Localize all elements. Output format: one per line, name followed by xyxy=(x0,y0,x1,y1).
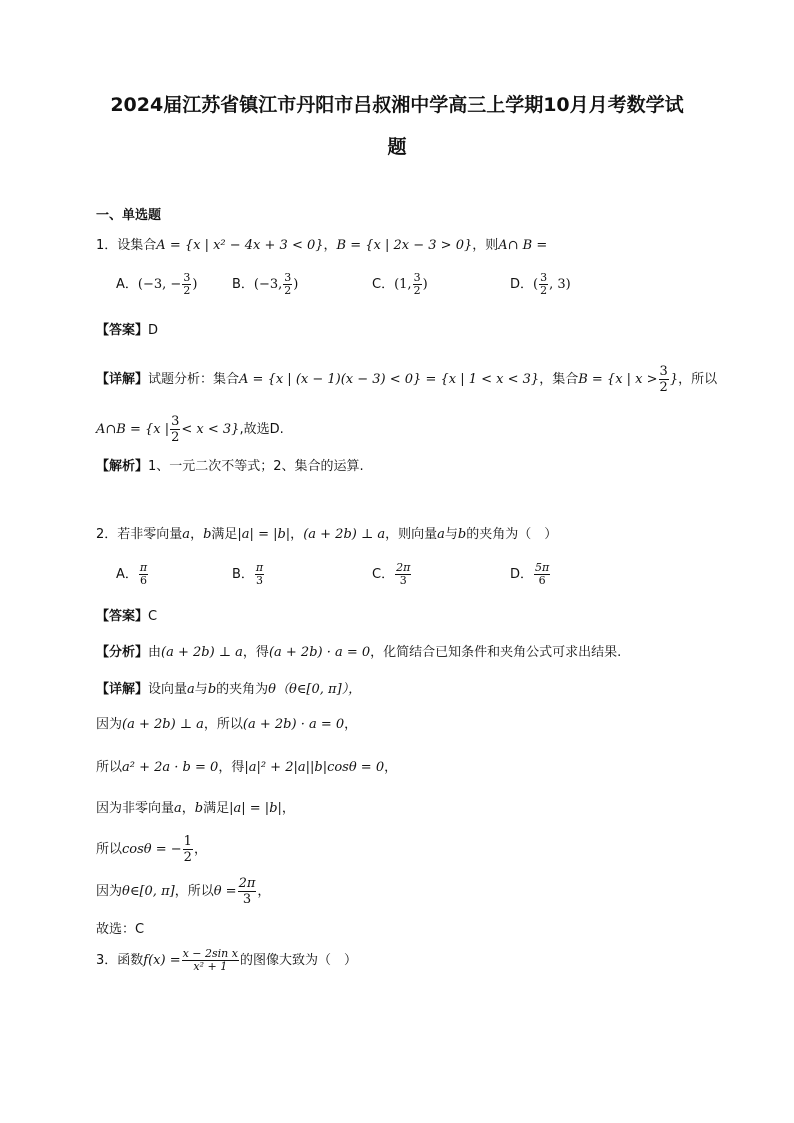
detail-text: ，所以 xyxy=(174,884,214,899)
option-c xyxy=(372,562,412,587)
frac-den: 2 xyxy=(413,284,421,297)
theta-eq: θ = xyxy=(213,884,237,899)
theta-range: θ∈[0, π] xyxy=(122,884,175,899)
detail-text: ，所以 xyxy=(678,372,718,387)
answer-line xyxy=(96,605,157,624)
detail-text: 满足 xyxy=(203,801,230,816)
detail-set-b: B = {x | x > xyxy=(578,372,658,387)
fenxi-text: ，得 xyxy=(242,645,269,660)
frac-den: 2 xyxy=(540,284,548,297)
stem-text: 与 xyxy=(444,527,458,542)
vector-a: a xyxy=(174,801,182,816)
option-b xyxy=(232,562,265,587)
perp-condition: (a + 2b) ⊥ a xyxy=(303,527,386,542)
option-label: C． xyxy=(372,277,395,292)
detail-line-1 xyxy=(96,678,361,697)
detail-tag: 【详解】 xyxy=(96,372,149,387)
detail-text: 所以 xyxy=(96,842,123,857)
option-label: B． xyxy=(232,567,254,582)
detail-text: 所以 xyxy=(96,760,123,775)
frac-den: 3 xyxy=(399,574,407,587)
separator: ， xyxy=(323,238,337,253)
option-a xyxy=(116,272,197,297)
detail-text: 与 xyxy=(194,682,208,697)
cos-theta: cosθ = − xyxy=(122,842,182,857)
stem-text: 满足 xyxy=(211,527,238,542)
frac-num: π xyxy=(139,561,148,574)
detail-tag: 【详解】 xyxy=(96,682,149,697)
detail-line-1 xyxy=(96,364,717,395)
perp-condition: (a + 2b) ⊥ a xyxy=(161,645,243,660)
separator: ， xyxy=(190,527,204,542)
detail-line-5 xyxy=(96,834,207,865)
frac-den: 6 xyxy=(538,574,546,587)
option-d xyxy=(510,562,551,587)
vector-a: a xyxy=(437,527,445,542)
vector-b: b xyxy=(457,527,467,542)
fenxi-text: 由 xyxy=(148,645,162,660)
detail-intersection-tail: < x < 3} xyxy=(181,422,240,437)
question-2-stem xyxy=(96,523,557,542)
frac-num: 3 xyxy=(183,271,191,284)
vector-b: b xyxy=(203,527,212,542)
detail-text: ，集合 xyxy=(539,372,579,387)
vector-a: a xyxy=(182,527,191,542)
separator: ， xyxy=(181,801,195,816)
separator: ， xyxy=(257,884,271,899)
detail-intersection: A∩B = {x | xyxy=(96,422,170,437)
question-3-stem xyxy=(96,948,357,973)
detail-text: 设向量 xyxy=(148,682,188,697)
frac-num: 3 xyxy=(659,364,668,379)
separator: ， xyxy=(384,760,398,775)
answer-tag: 【答案】 xyxy=(96,323,149,338)
option-label: A． xyxy=(116,567,138,582)
frac-num: 3 xyxy=(413,271,421,284)
perp-condition: (a + 2b) ⊥ a xyxy=(122,717,204,732)
stem-text: 函数 xyxy=(117,953,144,968)
separator: ， xyxy=(290,527,304,542)
frac-num: 2π xyxy=(396,561,411,574)
vector-a: a xyxy=(187,682,195,697)
fenxi-text: ，化简结合已知条件和夹角公式可求出结果. xyxy=(370,645,622,660)
stem-text: 的夹角为（ ） xyxy=(466,527,558,542)
frac-num: 3 xyxy=(171,414,180,429)
option-expr: ) xyxy=(422,277,428,292)
separator: ， xyxy=(281,801,295,816)
analysis-tag: 【解析】 xyxy=(96,459,149,474)
detail-text: 试题分析：集合 xyxy=(148,372,240,387)
abs-equal: |a| = |b| xyxy=(229,801,282,816)
detail-line-3 xyxy=(96,756,397,775)
question-number: 1． xyxy=(96,238,118,253)
expand-eq: a² + 2a · b = 0 xyxy=(122,760,219,775)
frac-den: 2 xyxy=(284,284,292,297)
frac-num: 1 xyxy=(183,834,192,849)
option-expr: , 3) xyxy=(549,277,571,292)
dot-zero: (a + 2b) · a = 0 xyxy=(268,645,371,660)
option-a xyxy=(116,562,149,587)
frac-num: 3 xyxy=(540,271,548,284)
option-expr: ( xyxy=(533,277,539,292)
option-expr: ) xyxy=(192,277,198,292)
stem-text: 设集合 xyxy=(117,238,157,253)
question-1-stem xyxy=(96,234,547,253)
frac-num: 2π xyxy=(238,876,256,891)
detail-text: ,故选D. xyxy=(239,422,284,437)
option-label: B． xyxy=(232,277,254,292)
separator: ， xyxy=(344,717,358,732)
frac-den: 3 xyxy=(242,892,252,907)
detail-set-b-close: } xyxy=(669,372,679,387)
option-label: D． xyxy=(510,567,534,582)
section-heading: 一、单选题 xyxy=(96,208,162,223)
frac-den: 6 xyxy=(140,574,148,587)
detail-line-2 xyxy=(96,713,357,732)
option-expr: (−3, − xyxy=(137,277,182,292)
dot-zero: (a + 2b) · a = 0 xyxy=(242,717,345,732)
frac-num: 5π xyxy=(535,561,550,574)
frac-den: x² + 1 xyxy=(193,960,228,973)
abs-equal: |a| = |b| xyxy=(237,527,291,542)
stem-text: 的图像大致为（ ） xyxy=(239,953,357,968)
detail-line-2 xyxy=(96,414,284,445)
answer-line xyxy=(96,319,158,338)
fenxi-line xyxy=(96,641,621,660)
option-expr: (1, xyxy=(394,277,412,292)
detail-line-4 xyxy=(96,797,295,816)
option-label: D． xyxy=(510,277,534,292)
stem-text: ，则向量 xyxy=(385,527,438,542)
separator: ， xyxy=(193,842,207,857)
analysis-line xyxy=(96,455,364,474)
conclusion-line: 故选：C xyxy=(96,922,145,937)
theta-range: θ（θ∈[0, π]）， xyxy=(268,682,362,697)
expand-eq-2: |a|² + 2|a||b|cosθ = 0 xyxy=(244,760,385,775)
analysis-text: 1、一元二次不等式；2、集合的运算. xyxy=(148,459,364,474)
frac-den: 3 xyxy=(256,574,264,587)
option-label: A． xyxy=(116,277,138,292)
page-title-line1: 2024届江苏省镇江市丹阳市吕叔湘中学高三上学期10月月考数学试 xyxy=(110,94,684,116)
detail-line-6 xyxy=(96,876,270,907)
fenxi-tag: 【分析】 xyxy=(96,645,149,660)
option-expr: (−3, xyxy=(253,277,283,292)
stem-text: 若非零向量 xyxy=(117,527,183,542)
stem-text: ，则 xyxy=(472,238,499,253)
frac-den: 2 xyxy=(183,850,192,865)
detail-text: ，所以 xyxy=(203,717,243,732)
frac-num: 3 xyxy=(284,271,292,284)
detail-text: ，得 xyxy=(218,760,245,775)
frac-den: 2 xyxy=(171,430,180,445)
detail-text: 因为 xyxy=(96,717,123,732)
question-number: 3． xyxy=(96,953,118,968)
page-title-line2: 题 xyxy=(387,136,407,158)
set-a: A = {x | x² − 4x + 3 < 0} xyxy=(156,238,324,253)
option-label: C． xyxy=(372,567,395,582)
intersection: A∩ B = xyxy=(498,238,548,253)
detail-text: 的夹角为 xyxy=(216,682,269,697)
answer-value: C xyxy=(148,609,158,624)
option-c xyxy=(372,272,428,297)
frac-num: π xyxy=(255,561,264,574)
option-d xyxy=(510,272,571,297)
option-expr: ) xyxy=(293,277,299,292)
detail-text: 因为 xyxy=(96,884,123,899)
question-number: 2． xyxy=(96,527,118,542)
vector-b: b xyxy=(194,801,204,816)
frac-num: x − 2sin x xyxy=(182,947,238,960)
set-b: B = {x | 2x − 3 > 0} xyxy=(336,238,473,253)
vector-b: b xyxy=(207,682,217,697)
frac-den: 2 xyxy=(183,284,191,297)
answer-tag: 【答案】 xyxy=(96,609,149,624)
detail-set-a: A = {x | (x − 1)(x − 3) < 0} = {x | 1 < x < 3} xyxy=(239,372,540,387)
function-def: f(x) = xyxy=(143,953,181,968)
answer-value: D xyxy=(148,323,159,338)
detail-text: 因为非零向量 xyxy=(96,801,175,816)
frac-den: 2 xyxy=(659,380,668,395)
option-b xyxy=(232,272,298,297)
